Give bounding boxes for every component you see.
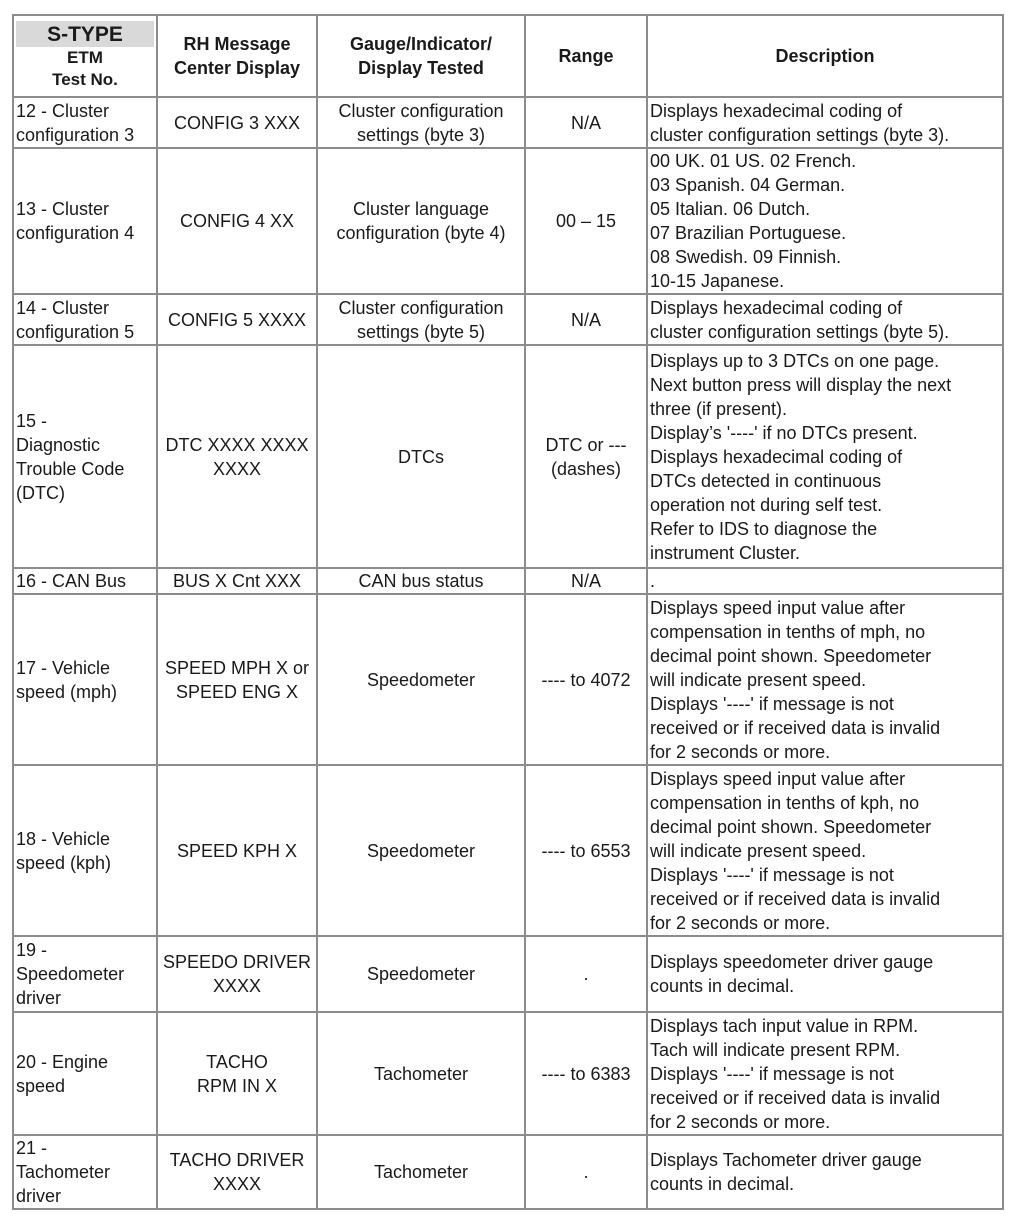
test-number-cell-line: 18 - Vehicle: [16, 828, 111, 849]
test-number-cell-line: configuration 3: [16, 124, 135, 145]
gauge-tested-cell-line: Tachometer: [373, 1063, 469, 1084]
message-display-cell-line: TACHO DRIVER: [169, 1150, 305, 1170]
description-cell: [647, 568, 1003, 594]
test-number-cell: [13, 97, 157, 148]
test-number-cell-line: speed (kph): [16, 852, 112, 873]
message-display-cell: [157, 345, 317, 568]
table-row: [13, 1012, 1003, 1135]
gauge-tested-cell: [317, 936, 525, 1012]
description-cell-line: Displays hexadecimal coding of: [650, 100, 903, 121]
message-display-cell-line: CONFIG 3 XXX: [173, 112, 301, 133]
gauge-tested-cell-line: configuration (byte 4): [336, 223, 506, 243]
description-cell-line: Displays '----' if message is not: [650, 1063, 894, 1084]
description-cell-line: operation not during self test.: [650, 494, 883, 515]
test-number-cell: [13, 1012, 157, 1135]
description-cell-line: cluster configuration settings (byte 5).: [650, 321, 950, 342]
test-number-cell: [13, 1135, 157, 1209]
description-cell-line: received or if received data is invalid: [650, 888, 941, 909]
message-display-cell-line: DTC XXXX XXXX: [165, 434, 309, 455]
gauge-tested-cell-line: Tachometer: [373, 1162, 469, 1182]
range-cell: [525, 936, 647, 1012]
description-cell: [647, 594, 1003, 765]
gauge-tested-cell: [317, 97, 525, 148]
message-display-cell: [157, 97, 317, 148]
test-number-cell-line: 16 - CAN Bus: [16, 571, 127, 591]
description-cell: [647, 1012, 1003, 1135]
description-cell-line: for 2 seconds or more.: [650, 741, 831, 762]
description-cell-line: Next button press will display the next: [650, 374, 952, 395]
range-cell-line: 00 – 15: [555, 211, 617, 231]
table-row: [13, 594, 1003, 765]
description-cell-line: Tach will indicate present RPM.: [650, 1039, 901, 1060]
description-cell-line: 05 Italian. 06 Dutch.: [650, 199, 811, 219]
test-number-cell: [13, 294, 157, 345]
test-number-cell-line: 20 - Engine: [16, 1051, 109, 1072]
description-cell-line: decimal point shown. Speedometer: [650, 816, 932, 837]
range-cell-line: .: [583, 1162, 589, 1182]
message-display-cell: [157, 1012, 317, 1135]
gauge-tested-cell: [317, 1012, 525, 1135]
message-display-cell-line: CONFIG 5 XXXX: [167, 309, 307, 330]
range-cell: [525, 345, 647, 568]
gauge-tested-cell-line: Cluster configuration: [338, 297, 504, 318]
description-cell-line: counts in decimal.: [650, 976, 795, 996]
gauge-tested-cell-line: settings (byte 3): [356, 124, 486, 145]
description-cell-line: 07 Brazilian Portuguese.: [650, 223, 847, 243]
range-cell: [525, 294, 647, 345]
test-number-cell-line: 14 - Cluster: [16, 297, 110, 318]
test-number-cell-line: Diagnostic: [16, 434, 101, 455]
test-number-cell-line: driver: [16, 1186, 62, 1206]
etm-test-table: [12, 14, 1004, 1210]
description-cell-line: Refer to IDS to diagnose the: [650, 518, 878, 539]
range-cell: [525, 594, 647, 765]
description-cell-line: for 2 seconds or more.: [650, 1111, 831, 1132]
gauge-tested-cell-line: CAN bus status: [358, 571, 484, 591]
description-cell-line: Display’s '----' if no DTCs present.: [650, 422, 918, 443]
description-cell-line: decimal point shown. Speedometer: [650, 645, 932, 666]
test-number-cell: [13, 345, 157, 568]
table-row: [13, 148, 1003, 294]
test-number-cell: [13, 568, 157, 594]
description-cell-line: Displays speed input value after: [650, 597, 906, 618]
description-cell-line: for 2 seconds or more.: [650, 912, 831, 933]
test-number-cell-line: (DTC): [16, 482, 65, 503]
range-cell: [525, 765, 647, 936]
test-number-cell-line: 19 -: [16, 940, 48, 960]
description-cell-line: Displays hexadecimal coding of: [650, 297, 903, 318]
gauge-tested-cell: [317, 294, 525, 345]
header-stype-label: S-TYPE: [16, 21, 154, 47]
header-range: Range: [525, 15, 647, 97]
description-cell: [647, 345, 1003, 568]
header-etm-test-no: [13, 15, 157, 97]
range-cell-line: ---- to 6383: [541, 1063, 631, 1084]
range-cell-line: ---- to 4072: [541, 669, 631, 690]
description-cell-line: 10-15 Japanese.: [650, 271, 785, 291]
range-cell: [525, 568, 647, 594]
description-cell-line: 00 UK. 01 US. 02 French.: [650, 151, 857, 171]
test-number-cell-line: 13 - Cluster: [16, 199, 110, 219]
header-description: Description: [647, 15, 1003, 97]
gauge-tested-cell-line: Speedometer: [366, 840, 476, 861]
range-cell-line: (dashes): [550, 458, 622, 479]
test-number-cell-line: 15 -: [16, 410, 48, 431]
gauge-tested-cell: [317, 345, 525, 568]
test-number-cell-line: Tachometer: [16, 1162, 111, 1182]
message-display-cell: [157, 148, 317, 294]
header-etm-label: ETM: [67, 48, 103, 67]
description-cell: [647, 936, 1003, 1012]
table-row: [13, 765, 1003, 936]
description-cell-line: .: [650, 571, 656, 591]
description-cell-line: Displays speedometer driver gauge: [650, 952, 934, 972]
message-display-cell: [157, 765, 317, 936]
table-header-row: [13, 15, 1003, 97]
message-display-cell: [157, 594, 317, 765]
gauge-tested-cell-line: Speedometer: [366, 964, 476, 984]
description-cell: [647, 97, 1003, 148]
description-cell-line: will indicate present speed.: [650, 840, 867, 861]
table-body: [13, 97, 1003, 1209]
test-number-cell: [13, 594, 157, 765]
range-cell: [525, 1135, 647, 1209]
table-row: [13, 345, 1003, 568]
description-cell-line: compensation in tenths of kph, no: [650, 792, 920, 813]
test-number-cell-line: driver: [16, 988, 62, 1008]
description-cell-line: Displays up to 3 DTCs on one page.: [650, 350, 940, 371]
description-cell-line: Displays '----' if message is not: [650, 693, 894, 714]
description-cell-line: instrument Cluster.: [650, 542, 801, 563]
message-display-cell-line: XXXX: [212, 976, 262, 996]
gauge-tested-cell: [317, 568, 525, 594]
header-gauge-indicator: Gauge/Indicator/ Display Tested: [317, 15, 525, 97]
range-cell: [525, 1012, 647, 1135]
header-test-no-label: Test No.: [52, 70, 118, 89]
description-cell-line: received or if received data is invalid: [650, 1087, 941, 1108]
gauge-tested-cell-line: Cluster configuration: [338, 100, 504, 121]
message-display-cell-line: SPEEDO DRIVER: [162, 952, 312, 972]
gauge-tested-cell-line: DTCs: [398, 446, 444, 467]
description-cell-line: three (if present).: [650, 398, 788, 419]
gauge-tested-cell-line: Speedometer: [366, 669, 476, 690]
description-cell: [647, 765, 1003, 936]
gauge-tested-cell-line: Cluster language: [352, 199, 490, 219]
message-display-cell: [157, 936, 317, 1012]
test-number-cell: [13, 148, 157, 294]
table-row: [13, 294, 1003, 345]
message-display-cell-line: XXXX: [212, 458, 262, 479]
test-number-cell-line: Trouble Code: [16, 458, 125, 479]
range-cell: [525, 148, 647, 294]
test-number-cell: [13, 765, 157, 936]
range-cell-line: DTC or ---: [545, 434, 627, 455]
description-cell-line: Displays Tachometer driver gauge: [650, 1150, 922, 1170]
gauge-tested-cell: [317, 594, 525, 765]
table-row: [13, 936, 1003, 1012]
description-cell-line: 03 Spanish. 04 German.: [650, 175, 846, 195]
description-cell-line: Displays tach input value in RPM.: [650, 1015, 919, 1036]
message-display-cell-line: SPEED KPH X: [176, 840, 298, 861]
message-display-cell-line: BUS X Cnt XXX: [172, 571, 302, 591]
message-display-cell-line: RPM IN X: [196, 1075, 277, 1096]
description-cell-line: Displays speed input value after: [650, 768, 906, 789]
gauge-tested-cell: [317, 148, 525, 294]
range-cell: [525, 97, 647, 148]
description-cell-line: counts in decimal.: [650, 1174, 795, 1194]
message-display-cell: [157, 1135, 317, 1209]
message-display-cell: [157, 294, 317, 345]
message-display-cell-line: TACHO: [206, 1051, 268, 1072]
description-cell: [647, 148, 1003, 294]
gauge-tested-cell-line: settings (byte 5): [356, 321, 486, 342]
description-cell-line: Displays hexadecimal coding of: [650, 446, 903, 467]
description-cell-line: DTCs detected in continuous: [650, 470, 882, 491]
description-cell-line: will indicate present speed.: [650, 669, 867, 690]
test-number-cell-line: Speedometer: [16, 964, 125, 984]
test-number-cell-line: 12 - Cluster: [16, 100, 110, 121]
description-cell: [647, 294, 1003, 345]
range-cell-line: N/A: [570, 112, 601, 133]
message-display-cell: [157, 568, 317, 594]
gauge-tested-cell: [317, 765, 525, 936]
description-cell-line: received or if received data is invalid: [650, 717, 941, 738]
message-display-cell-line: SPEED MPH X or: [164, 657, 310, 678]
description-cell-line: 08 Swedish. 09 Finnish.: [650, 247, 842, 267]
test-number-cell-line: configuration 5: [16, 321, 135, 342]
description-cell-line: Displays '----' if message is not: [650, 864, 894, 885]
test-number-cell: [13, 936, 157, 1012]
table-row: [13, 97, 1003, 148]
description-cell: [647, 1135, 1003, 1209]
test-number-cell-line: speed: [16, 1075, 66, 1096]
range-cell-line: ---- to 6553: [541, 840, 631, 861]
test-number-cell-line: configuration 4: [16, 223, 135, 243]
description-cell-line: cluster configuration settings (byte 3).: [650, 124, 950, 145]
header-rh-message: RH Message Center Display: [157, 15, 317, 97]
message-display-cell-line: XXXX: [212, 1174, 262, 1194]
message-display-cell-line: SPEED ENG X: [175, 681, 299, 702]
test-number-cell-line: 17 - Vehicle: [16, 657, 111, 678]
description-cell-line: compensation in tenths of mph, no: [650, 621, 926, 642]
gauge-tested-cell: [317, 1135, 525, 1209]
range-cell-line: N/A: [570, 309, 601, 330]
test-number-cell-line: speed (mph): [16, 681, 118, 702]
test-number-cell-line: 21 -: [16, 1138, 48, 1158]
table-row: [13, 1135, 1003, 1209]
message-display-cell-line: CONFIG 4 XX: [179, 211, 295, 231]
table-row: [13, 568, 1003, 594]
range-cell-line: N/A: [570, 571, 601, 591]
range-cell-line: .: [583, 964, 589, 984]
